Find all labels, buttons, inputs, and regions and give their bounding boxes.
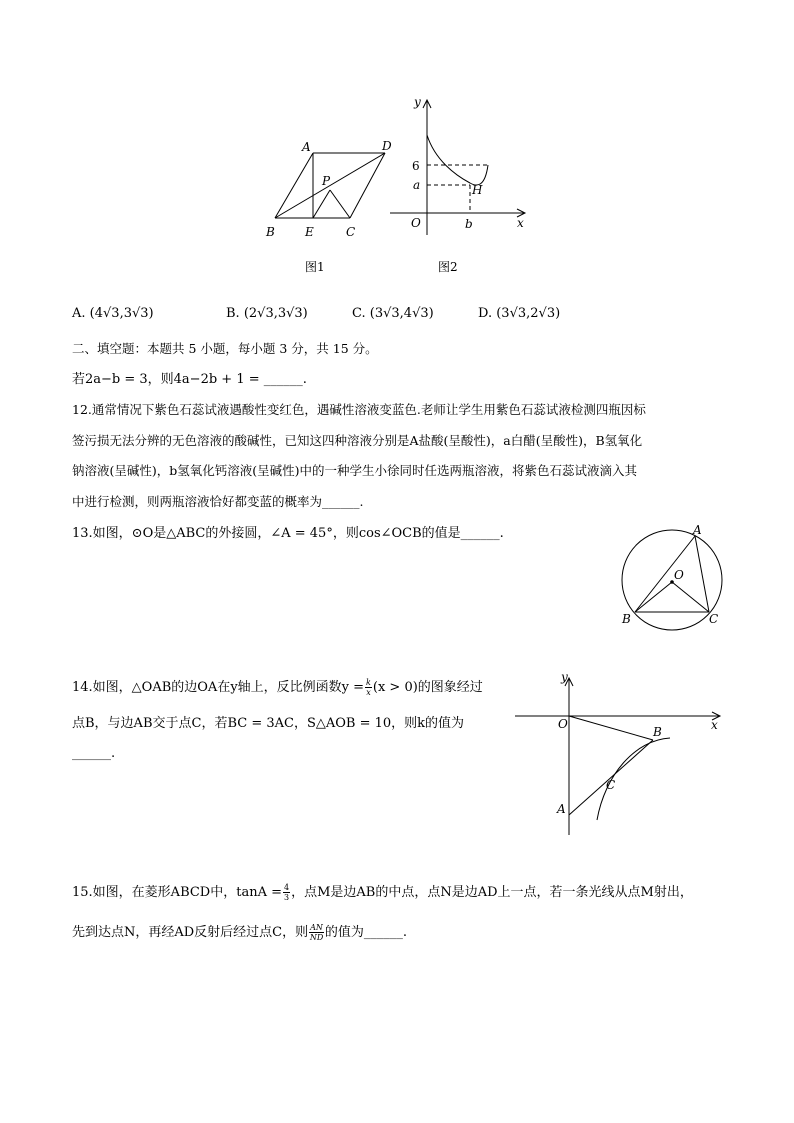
fig2-label-6: 6: [412, 159, 420, 173]
fig1-label-E: E: [305, 225, 314, 239]
fig2-label-b: b: [465, 217, 473, 231]
option-d-letter: D.: [478, 306, 493, 321]
q11-text: 若2a−b = 3，则4a−2b + 1 = ______.: [72, 372, 307, 387]
q13-label-O: O: [674, 568, 684, 582]
q15-fraction: [283, 883, 290, 902]
q13-label-C: C: [709, 612, 719, 626]
q15-frac-num: 4: [284, 883, 290, 892]
q15-frac2-num: AN: [310, 923, 323, 932]
fig2-label-H: H: [472, 183, 483, 197]
option-a[interactable]: [72, 306, 154, 321]
q15-frac-den: 3: [284, 893, 290, 902]
fig1-label-A: A: [302, 140, 311, 154]
q15-line2-a: 先到达点N，再经AD反射后经过点C，则: [72, 925, 309, 940]
q14-label-C: C: [606, 778, 616, 792]
question-11: [72, 368, 307, 387]
segment-AB: [275, 153, 313, 218]
q15-line1-b: ，点M是边AB的中点，点N是边AD上一点，若一条光线从点M射出，: [291, 885, 693, 900]
q15-fraction-2: [309, 923, 324, 942]
q15-line1-a: 15.如图，在菱形ABCD中，tanA =: [72, 885, 282, 900]
segment-PC: [330, 190, 350, 218]
fig1-label-P: P: [322, 174, 331, 188]
q15-line2-b: 的值为______.: [324, 925, 408, 940]
segment-OC: [672, 582, 709, 612]
fig2-caption: 图2: [438, 260, 458, 274]
question-12-line-1: 12.通常情况下紫色石蕊试液遇酸性变红色，遇碱性溶液变蓝色.老师让学生用紫色石蕊试液检测四瓶因标: [72, 402, 646, 417]
q14-label-x: x: [711, 718, 718, 732]
section-2-heading: 二、填空题：本题共 5 小题，每小题 3 分，共 15 分。: [72, 341, 378, 356]
fig2-label-y: y: [414, 95, 421, 109]
segment-OB: [569, 716, 653, 740]
option-a-letter: A.: [72, 306, 86, 321]
fig2-label-a: a: [413, 178, 421, 192]
option-d[interactable]: [478, 306, 560, 321]
question-15-line-2: [72, 921, 407, 942]
option-b-value: (2√3,3√3): [243, 306, 308, 321]
fig2-label-x: x: [517, 216, 524, 230]
question-14-line-1: [72, 676, 483, 697]
q14-line1-a: 14.如图，△OAB的边OA在y轴上，反比例函数y =: [72, 680, 365, 695]
q14-label-A: A: [557, 802, 566, 816]
option-b-letter: B.: [226, 306, 240, 321]
segment-AC: [695, 536, 709, 612]
option-a-value: (4√3,3√3): [89, 306, 154, 321]
fig2-label-O: O: [411, 216, 421, 230]
q14-label-O: O: [558, 717, 568, 731]
question-15-line-1: [72, 881, 693, 902]
q13-label-B: B: [622, 612, 631, 626]
fig1-label-D: D: [382, 139, 392, 153]
option-c[interactable]: [352, 306, 434, 321]
figure-2-graph: [385, 95, 535, 240]
q14-line1-b: (x > 0)的图象经过: [372, 680, 483, 695]
question-14-line-3: ______.: [72, 746, 116, 761]
question-13: 13.如图，⊙O是△ABC的外接圆，∠A = 45°，则cos∠OCB的值是______.: [72, 526, 504, 541]
question-14-line-2: 点B，与边AB交于点C，若BC = 3AC，S△AOB = 10，则k的值为: [72, 716, 465, 731]
fig1-caption: 图1: [305, 260, 325, 274]
q14-label-y: y: [561, 670, 568, 684]
q14-frac-den: x: [366, 688, 371, 697]
fig1-label-B: B: [266, 225, 275, 239]
option-b[interactable]: [226, 306, 308, 321]
q14-frac-num: k: [366, 678, 371, 687]
option-c-letter: C.: [352, 306, 366, 321]
figure-q14-graph: [515, 670, 725, 840]
curve: [427, 135, 488, 185]
q15-frac2-den: ND: [309, 933, 324, 942]
q13-label-A: A: [693, 523, 702, 537]
question-12-line-4: 中进行检测，则两瓶溶液恰好都变蓝的概率为______.: [72, 494, 364, 509]
q14-fraction: [365, 678, 372, 697]
option-d-value: (3√3,2√3): [496, 306, 561, 321]
q14-label-B: B: [653, 725, 662, 739]
figure-1-parallelogram: [260, 135, 400, 245]
circumcircle: [622, 530, 722, 630]
question-12-line-3: 钠溶液(呈碱性)，b氢氧化钙溶液(呈碱性)中的一种学生小徐同时任选两瓶溶液，将紫色石蕊试液滴入其: [72, 463, 638, 478]
segment-AB: [635, 536, 695, 612]
segment-DC: [350, 153, 385, 218]
segment-OB: [635, 582, 672, 612]
option-c-value: (3√3,4√3): [369, 306, 434, 321]
question-12-line-2: 签污损无法分辨的无色溶液的酸碱性，已知这四种溶液分别是A盐酸(呈酸性)，a白醋(呈酸性)，B氢氧化: [72, 433, 643, 448]
fig1-label-C: C: [346, 225, 356, 239]
